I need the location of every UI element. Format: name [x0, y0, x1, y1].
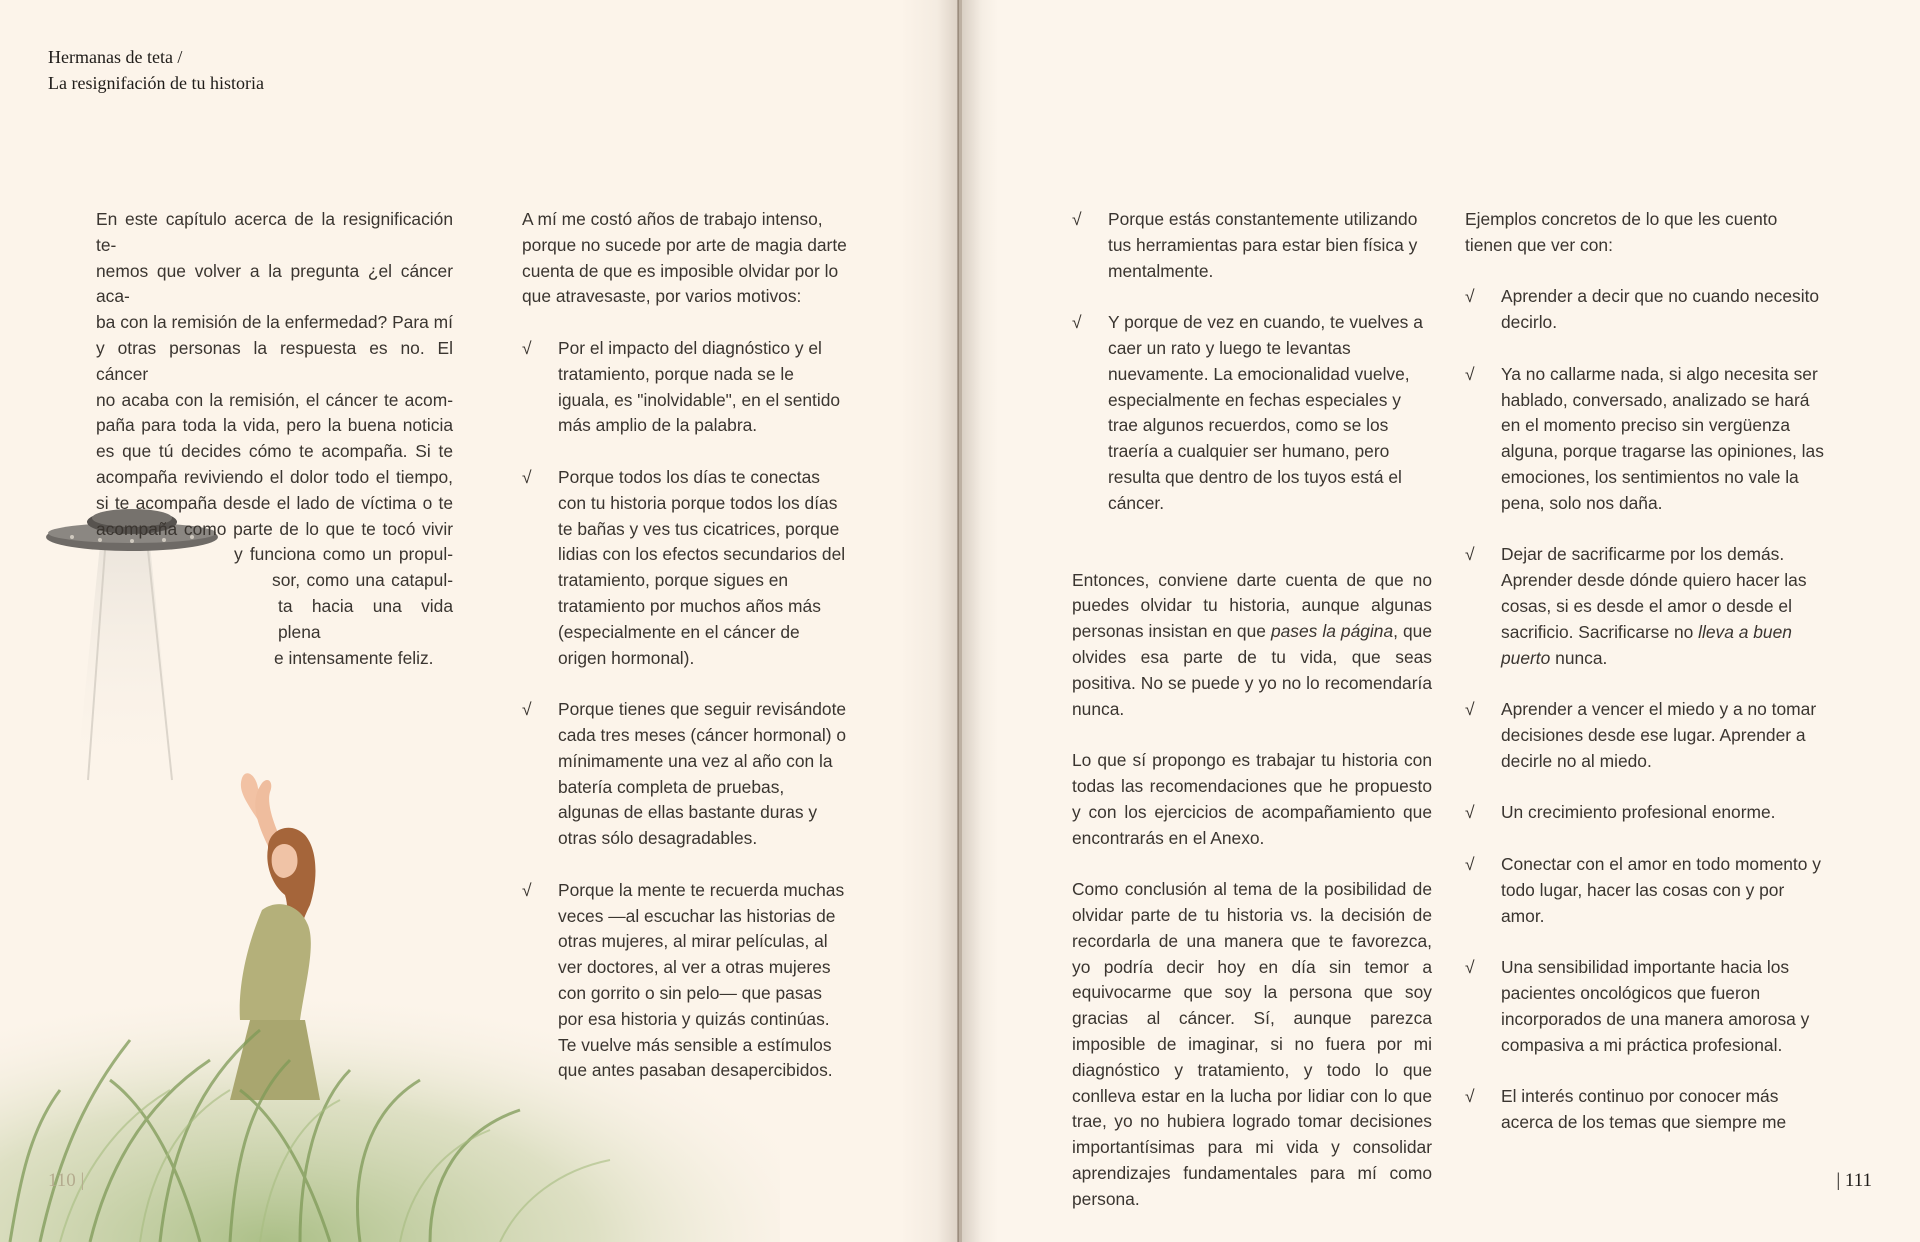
- check-icon: √: [1465, 1086, 1475, 1107]
- right-page: [962, 0, 1920, 1242]
- text-line: acompaña como parte de lo que te tocó vivir: [96, 518, 453, 539]
- text-line: y otras personas la respuesta es no. El cáncer: [96, 337, 453, 384]
- list-item-text: Aprender a decir que no cuando necesito decirlo.: [1501, 286, 1820, 333]
- text-line: paña para toda la vida, pero la buena noticia: [96, 415, 453, 436]
- left-page: [0, 0, 955, 1242]
- check-icon: √: [1072, 312, 1082, 333]
- list-item-text: Porque todos los días te conectas con tu historia porque todos los días te bañas y ves tus cicatrices, porque lidias con los efectos secundarios del tratamiento, porque sigues en tratamiento por muchos años más (especialmente en el cáncer de origen hormonal).: [558, 466, 846, 668]
- list-item: [1465, 852, 1827, 929]
- list-item: [1465, 697, 1827, 774]
- examples-list: [1465, 284, 1827, 1135]
- column-1: [96, 207, 453, 671]
- check-icon: √: [1465, 802, 1475, 823]
- list-item: [1465, 1084, 1827, 1136]
- list-item-text: Y porque de vez en cuando, te vuelves a caer un rato y luego te levantas nuevamente. La emocionalidad vuelve, especialmente en fechas especiales y trae algunos recuerdos, como se los traería a cualquier ser humano, pero resulta que dentro de los tuyos está el cáncer.: [1108, 312, 1423, 513]
- gutter-shadow-left: [900, 0, 962, 1242]
- check-icon: √: [522, 879, 532, 900]
- paragraph-emphasis: pases la página: [1270, 621, 1394, 642]
- list-item-text-part: nunca.: [1550, 647, 1608, 668]
- text-line: y funciona como un propul-: [234, 544, 453, 565]
- running-head-book-title: Hermanas de teta /: [48, 47, 183, 67]
- text-line: no acaba con la remisión, el cáncer te acom-: [96, 389, 453, 410]
- list-item-text: Porque tienes que seguir revisándote cada tres meses (cáncer hormonal) o mínimamente una vez al año con la batería completa de pruebas, algunas de ellas bastante duras y otras sólo desagradables.: [558, 699, 847, 849]
- list-item: [1465, 800, 1827, 826]
- check-icon: √: [1465, 363, 1475, 384]
- list-item-text: [1501, 544, 1807, 667]
- list-item: [522, 878, 848, 1084]
- list-item-text: Porque estás constantemente utilizando tus herramientas para estar bien física y mentalmente.: [1108, 209, 1418, 281]
- reasons-list: [522, 336, 848, 1084]
- list-item: [1465, 542, 1827, 671]
- list-item-text: Ya no callarme nada, si algo necesita ser hablado, conversado, analizado se hará en el momento preciso sin vergüenza alguna, porque tragarse las opiniones, las emociones, los sentimientos no vale la pena, solo nos daña.: [1501, 363, 1824, 513]
- gutter-shadow-right: [958, 0, 998, 1242]
- page-number-right: | 111: [1836, 1170, 1872, 1191]
- paragraph-intro: A mí me costó años de trabajo intenso, porque no sucede por arte de magia darte cuenta de que es imposible olvidar por lo que atravesaste, por varios motivos:: [522, 209, 847, 307]
- list-item: [522, 697, 848, 852]
- check-icon: √: [1465, 957, 1475, 978]
- list-item-emphasis: lleva a buen puerto: [1501, 621, 1792, 668]
- text-line: es que tú decides cómo te acompaña. Si te: [96, 441, 453, 462]
- list-item-text: Un crecimiento profesional enorme.: [1501, 802, 1776, 823]
- list-item-text: Porque la mente te recuerda muchas veces —al escuchar las historias de otras mujeres, al mirar películas, al ver doctores, al ver a otras mujeres con gorrito o sin pelo— que pasas por esa historia y quizás continúas. Te vuelve más sensible a estímulos que antes pasaban desapercibidos.: [558, 879, 845, 1081]
- text-line: e intensamente feliz.: [274, 647, 434, 668]
- list-item: [1465, 955, 1827, 1058]
- list-item: [1465, 362, 1827, 517]
- list-item-text-part: Dejar de sacrificarme por los demás. Aprender desde dónde quiero hacer las cosas, si es desde el amor o desde el sacrificio. Sacrificarse no: [1501, 544, 1807, 642]
- running-head-chapter-title: La resignifación de tu historia: [48, 73, 264, 93]
- list-item-text: El interés continuo por conocer más acerca de los temas que siempre me: [1501, 1086, 1787, 1132]
- list-item-text: Aprender a vencer el miedo y a no tomar decisiones desde ese lugar. Aprender a decirle no al miedo.: [1501, 699, 1817, 771]
- column-2: [522, 207, 848, 1110]
- check-icon: √: [1465, 853, 1475, 874]
- check-icon: √: [1465, 544, 1475, 565]
- list-item: [522, 336, 848, 439]
- paragraph-intro: Ejemplos concretos de lo que les cuento tienen que ver con:: [1465, 209, 1778, 255]
- list-item: [522, 465, 848, 671]
- column-4: [1465, 207, 1827, 1161]
- text-line: nemos que volver a la pregunta ¿el cáncer aca-: [96, 260, 453, 307]
- text-line: ta hacia una vida plena: [278, 595, 453, 642]
- list-item-text: Una sensibilidad importante hacia los pacientes oncológicos que fueron incorporados de una manera amorosa y compasiva a mi práctica profesional.: [1501, 957, 1810, 1055]
- paragraph: [1072, 568, 1432, 723]
- check-icon: √: [522, 337, 532, 358]
- check-icon: √: [1465, 699, 1475, 720]
- check-icon: √: [1465, 286, 1475, 307]
- text-line: si te acompaña desde el lado de víctima o te: [96, 492, 453, 513]
- list-item-text: Por el impacto del diagnóstico y el tratamiento, porque nada se le iguala, es "inolvidable", en el sentido más amplio de la palabra.: [558, 337, 841, 436]
- paragraph: Lo que sí propongo es trabajar tu historia con todas las recomendaciones que he propuesto y con los ejercicios de acompañamiento que encontrarás en el Anexo.: [1072, 750, 1432, 848]
- text-line: sor, como una catapul-: [272, 570, 453, 591]
- paragraph-conclusion: Como conclusión al tema de la posibilidad de olvidar parte de tu historia vs. la decisión de recordarla de una manera que te favorezca, yo podría decir hoy en día sin temor a equivocarme que soy la persona que soy gracias al cáncer. Sí, aunque parezca imposible de imaginar, si no fuera por mi diagnóstico y tratamiento, y todo lo que conlleva estar en la lucha por lidiar con lo que trae, yo no hubiera logrado tomar decisiones importantísimas para mi vida y consolidar aprendizajes fundamentales para mí como persona.: [1072, 879, 1432, 1209]
- check-icon: √: [522, 699, 532, 720]
- paragraph-text: Entonces, conviene darte cuenta de que no puedes olvidar tu historia, aunque algunas personas insistan en que: [1072, 569, 1432, 642]
- reasons-list-continued: [1072, 207, 1432, 517]
- list-item: [1465, 284, 1827, 336]
- text-line: acompaña reviviendo el dolor todo el tiempo,: [96, 466, 453, 487]
- check-icon: √: [522, 466, 532, 487]
- list-item: [1072, 310, 1432, 516]
- paragraph-text: , que olvides esa parte de tu vida, que seas positiva. No se puede y yo no lo recomendaría nunca.: [1072, 621, 1433, 719]
- running-head: [48, 44, 264, 96]
- list-item-text: Conectar con el amor en todo momento y todo lugar, hacer las cosas con y por amor.: [1501, 853, 1821, 926]
- column-3: [1072, 207, 1432, 1238]
- text-line: ba con la remisión de la enfermedad? Para mí: [96, 312, 453, 333]
- page-number-left: 110 |: [48, 1170, 85, 1191]
- list-item: [1072, 207, 1432, 284]
- check-icon: √: [1072, 209, 1082, 229]
- text-line: En este capítulo acerca de la resignificación te-: [96, 209, 453, 255]
